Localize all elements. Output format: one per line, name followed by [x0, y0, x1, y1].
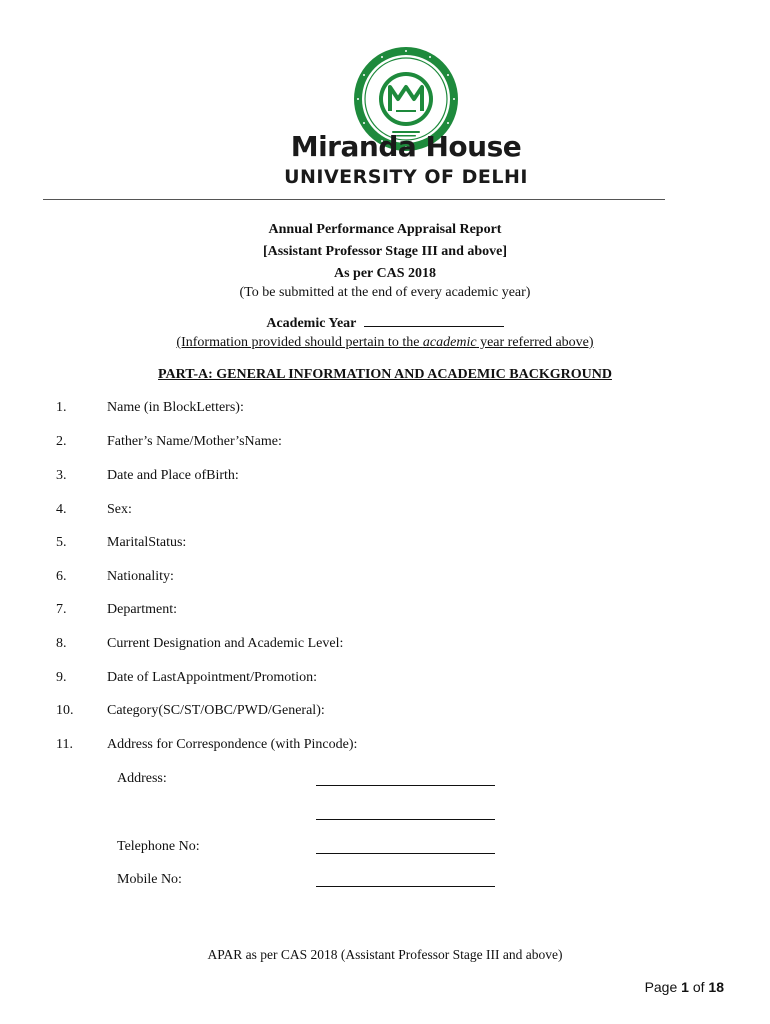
page-current: 1 [681, 979, 689, 995]
report-cas: As per CAS 2018 [333, 266, 437, 281]
item-label: Father’s Name/Mother’sName: [107, 434, 282, 449]
telephone-field[interactable] [0, 839, 770, 859]
mobile-line[interactable] [316, 886, 495, 887]
item-number: 2. [56, 434, 67, 449]
mobile-field[interactable] [0, 872, 770, 892]
page-total: 18 [708, 979, 724, 995]
address-line-1[interactable] [316, 785, 495, 786]
university-name: UNIVERSITY OF DELHI [284, 166, 528, 188]
telephone-line[interactable] [316, 853, 495, 854]
item-number: 5. [56, 535, 67, 550]
header-divider [43, 199, 665, 200]
item-label: Nationality: [107, 569, 174, 584]
part-a-heading: PART-A: GENERAL INFORMATION AND ACADEMIC BACKGROUND [158, 367, 612, 382]
item-label: Date and Place ofBirth: [107, 468, 239, 483]
report-instructions: (To be submitted at the end of every academic year) [239, 285, 531, 300]
form-item[interactable] [0, 602, 770, 622]
item-number: 3. [56, 468, 67, 483]
item-number: 8. [56, 636, 67, 651]
report-stage: [Assistant Professor Stage III and above] [262, 244, 508, 259]
page-number [645, 979, 724, 995]
item-label: Category(SC/ST/OBC/PWD/General): [107, 703, 325, 718]
item-number: 11. [56, 737, 73, 752]
academic-year-note [0, 335, 770, 351]
form-item[interactable] [0, 400, 770, 420]
address-line-2[interactable] [316, 819, 495, 820]
form-item[interactable] [0, 670, 770, 690]
item-number: 4. [56, 502, 67, 517]
item-label: Address for Correspondence (with Pincode): [107, 737, 358, 752]
item-label: Date of LastAppointment/Promotion: [107, 670, 317, 685]
item-label: Current Designation and Academic Level: [107, 636, 344, 651]
page-of: of [688, 979, 709, 995]
page-footer: APAR as per CAS 2018 (Assistant Professor Stage III and above) [207, 947, 563, 962]
academic-year-row [0, 316, 770, 332]
academic-year-label: Academic Year [266, 316, 357, 331]
form-item[interactable] [0, 703, 770, 723]
note-text-emphasis: academic [422, 335, 477, 350]
note-text-end: year referred above) [476, 335, 594, 350]
item-number: 9. [56, 670, 67, 685]
note-text-start: (Information provided should pertain to the [176, 335, 423, 350]
institution-name: Miranda House [290, 130, 522, 163]
item-number: 1. [56, 400, 67, 415]
address-label: Address: [117, 771, 167, 786]
form-item[interactable] [0, 468, 770, 488]
item-number: 7. [56, 602, 67, 617]
telephone-label: Telephone No: [117, 839, 200, 854]
item-number: 6. [56, 569, 67, 584]
form-item[interactable] [0, 636, 770, 656]
address-field-line-2[interactable] [0, 805, 770, 825]
mobile-label: Mobile No: [117, 872, 182, 887]
item-label: Department: [107, 602, 177, 617]
form-item[interactable] [0, 535, 770, 555]
report-title: Annual Performance Appraisal Report [268, 222, 502, 237]
address-field[interactable] [0, 771, 770, 791]
item-label: Sex: [107, 502, 132, 517]
page-prefix: Page [644, 979, 682, 995]
form-item[interactable] [0, 502, 770, 522]
form-item[interactable] [0, 434, 770, 454]
form-item[interactable] [0, 737, 770, 757]
item-label: MaritalStatus: [107, 535, 187, 550]
academic-year-field[interactable] [364, 326, 504, 327]
form-item[interactable] [0, 569, 770, 589]
item-label: Name (in BlockLetters): [107, 400, 244, 415]
item-number: 10. [56, 703, 74, 718]
